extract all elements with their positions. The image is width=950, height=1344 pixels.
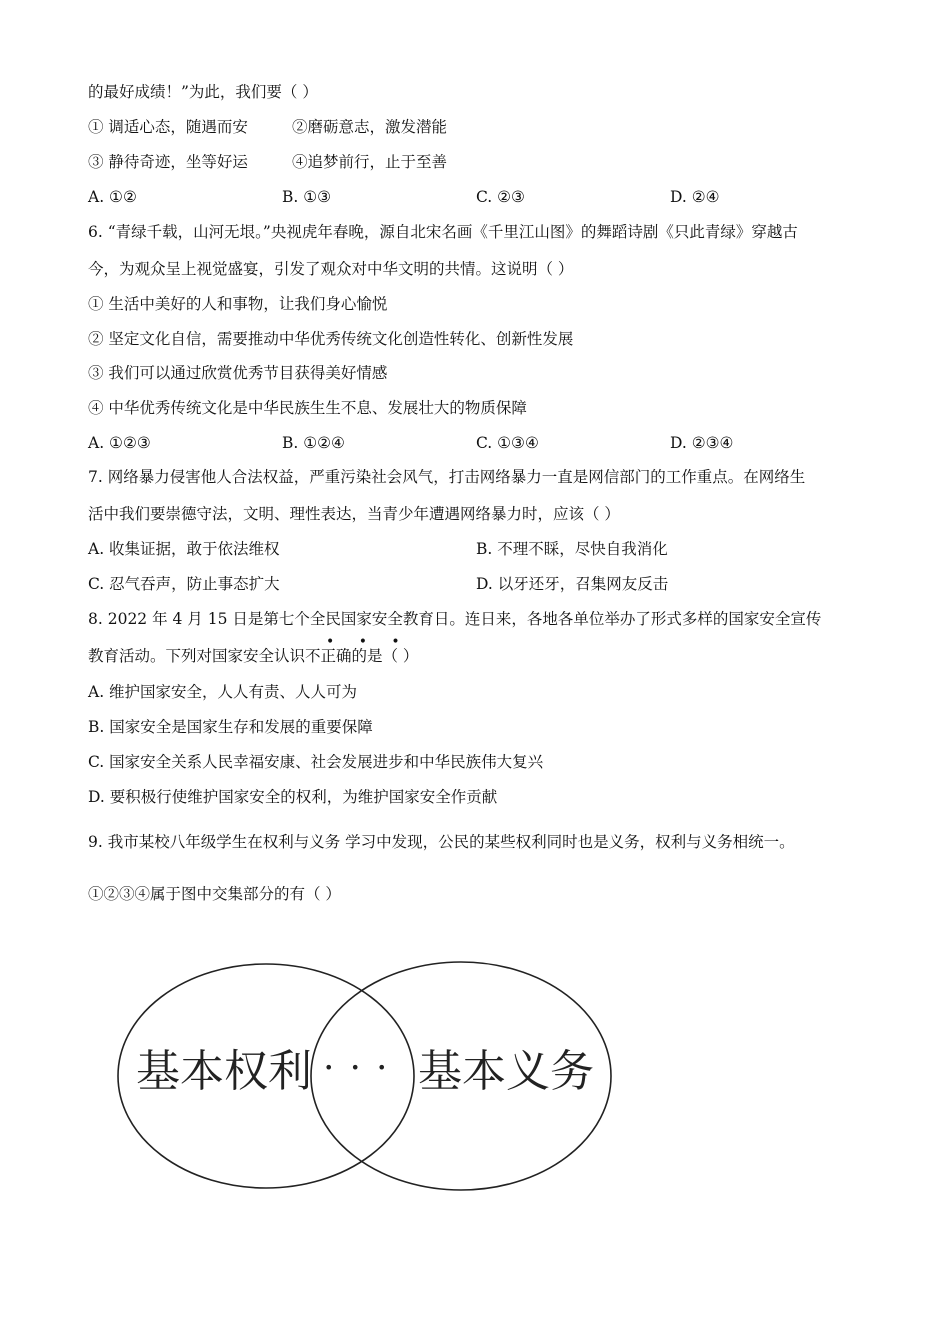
venn-right-label: 基本义务 [418,1046,594,1097]
q8-option-b: B. 国家安全是国家生存和发展的重要保障 [88,718,373,736]
venn-diagram [96,948,656,1208]
q9-stem-line-2: ①②③④属于图中交集部分的有（ ） [88,885,341,903]
q8-option-a: A. 维护国家安全，人人有责、人人可为 [88,683,358,701]
venn-left-label: 基本权利 [136,1046,312,1097]
q6-statement-3: ③ 我们可以通过欣赏优秀节目获得美好情感 [88,364,388,382]
q7-option-c: C. 忍气吞声，防止事态扩大 [88,575,280,593]
q6-stem-line-1: 6. “青绿千载，山河无垠。”央视虎年春晚，源自北宋名画《千里江山图》的舞蹈诗剧《只此青绿》穿越古 [88,223,798,241]
q8-emphasis-dots: • • • [326,634,410,650]
q7-option-d: D. 以牙还牙，召集网友反击 [476,575,669,593]
q5-option-c: C. ②③ [476,188,525,206]
q6-stem-line-2: 今，为观众呈上视觉盛宴，引发了观众对中华文明的共情。这说明（ ） [88,260,574,278]
q7-option-b: B. 不理不睬，尽快自我消化 [476,540,668,558]
q7-stem-line-2: 活中我们要崇德守法，文明、理性表达，当青少年遭遇网络暴力时，应该（ ） [88,505,620,523]
q8-option-d: D. 要积极行使维护国家安全的权利，为维护国家安全作贡献 [88,788,498,806]
venn-center-dots: • • • [324,1058,393,1077]
q7-stem-line-1: 7. 网络暴力侵害他人合法权益，严重污染社会风气，打击网络暴力一直是网信部门的工作重点。在网络生 [88,468,806,486]
q5-option-d: D. ②④ [670,188,720,206]
q6-option-b: B. ①②④ [282,434,345,452]
q6-option-a: A. ①②③ [88,434,151,452]
q5-statement-2: ②磨砺意志，激发潜能 [292,118,448,136]
q6-statement-2: ② 坚定文化自信，需要推动中华优秀传统文化创造性转化、创新性发展 [88,330,574,348]
q6-statement-4: ④ 中华优秀传统文化是中华民族生生不息、发展壮大的物质保障 [88,399,527,417]
q8-option-c: C. 国家安全关系人民幸福安康、社会发展进步和中华民族伟大复兴 [88,753,544,771]
q5-statement-1: ① 调适心态，随遇而安 [88,118,248,136]
q6-statement-1: ① 生活中美好的人和事物，让我们身心愉悦 [88,295,388,313]
q5-statement-3: ③ 静待奇迹，坐等好运 [88,153,248,171]
q9-stem-line-1: 9. 我市某校八年级学生在权利与义务 学习中发现，公民的某些权利同时也是义务，权利与义务相统一。 [88,833,795,851]
q8-stem-line-2: 教育活动。下列对国家安全认识不正确的是（ ） [88,647,419,665]
q7-option-a: A. 收集证据，敢于依法维权 [88,540,280,558]
q8-stem-line-1: 8. 2022 年 4 月 15 日是第七个全民国家安全教育日。连日来，各地各单位举办了形式多样的国家安全宣传 [88,610,822,628]
q6-option-c: C. ①③④ [476,434,539,452]
q5-stem-tail: 的最好成绩！”为此，我们要（ ） [88,83,318,101]
q5-option-b: B. ①③ [282,188,332,206]
q5-statement-4: ④追梦前行，止于至善 [292,153,448,171]
q5-option-a: A. ①② [88,188,137,206]
q6-option-d: D. ②③④ [670,434,734,452]
